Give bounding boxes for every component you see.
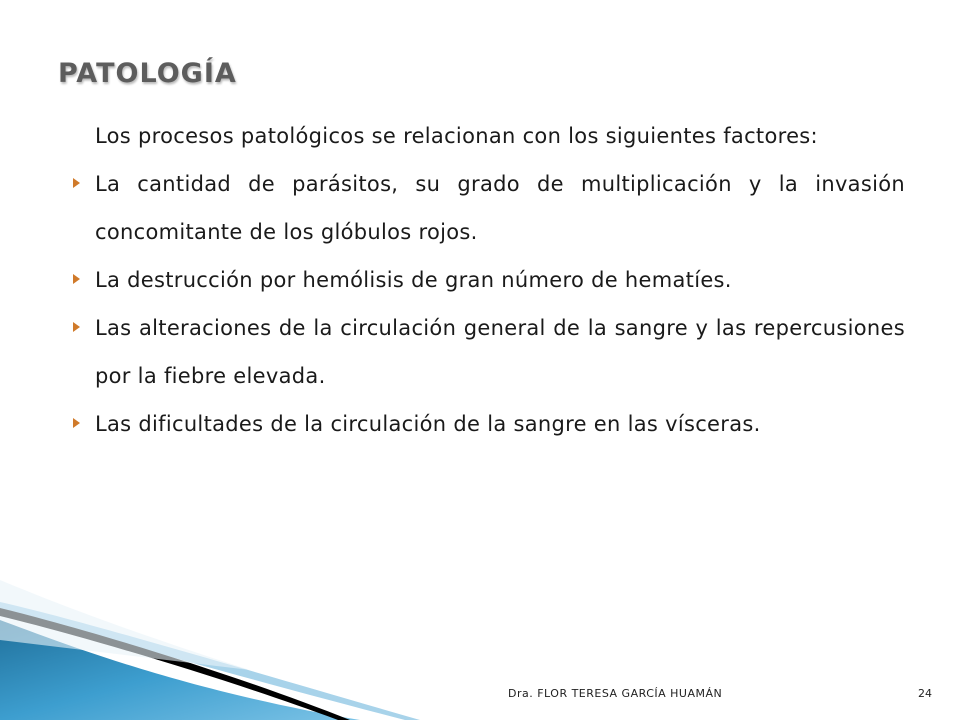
bullet-item — [70, 304, 905, 400]
bullet-text: Las dificultades de la circulación de la sangre en las vísceras. — [95, 412, 761, 436]
wave-decoration — [0, 580, 520, 720]
bullet-item — [70, 400, 905, 448]
arrow-right-icon — [73, 322, 80, 332]
bullet-text: La destrucción por hemólisis de gran número de hematíes. — [95, 268, 732, 292]
bullet-text: La cantidad de parásitos, su grado de multiplicación y la invasión concomitante de los glóbulos rojos. — [95, 172, 905, 244]
bullet-item — [70, 160, 905, 256]
arrow-right-icon — [73, 274, 80, 284]
arrow-right-icon — [73, 418, 80, 428]
arrow-right-icon — [73, 178, 80, 188]
slide-body — [70, 112, 905, 448]
bullet-list — [70, 160, 905, 448]
intro-text: Los procesos patológicos se relacionan con los siguientes factores: — [95, 124, 818, 148]
bullet-item — [70, 256, 905, 304]
footer-author: Dra. FLOR TERESA GARCÍA HUAMÁN — [508, 687, 723, 700]
page-number: 24 — [918, 687, 932, 700]
slide-title: PATOLOGÍA — [58, 58, 237, 90]
bullet-text: Las alteraciones de la circulación general de la sangre y las repercusiones por la fiebre elevada. — [95, 316, 905, 388]
